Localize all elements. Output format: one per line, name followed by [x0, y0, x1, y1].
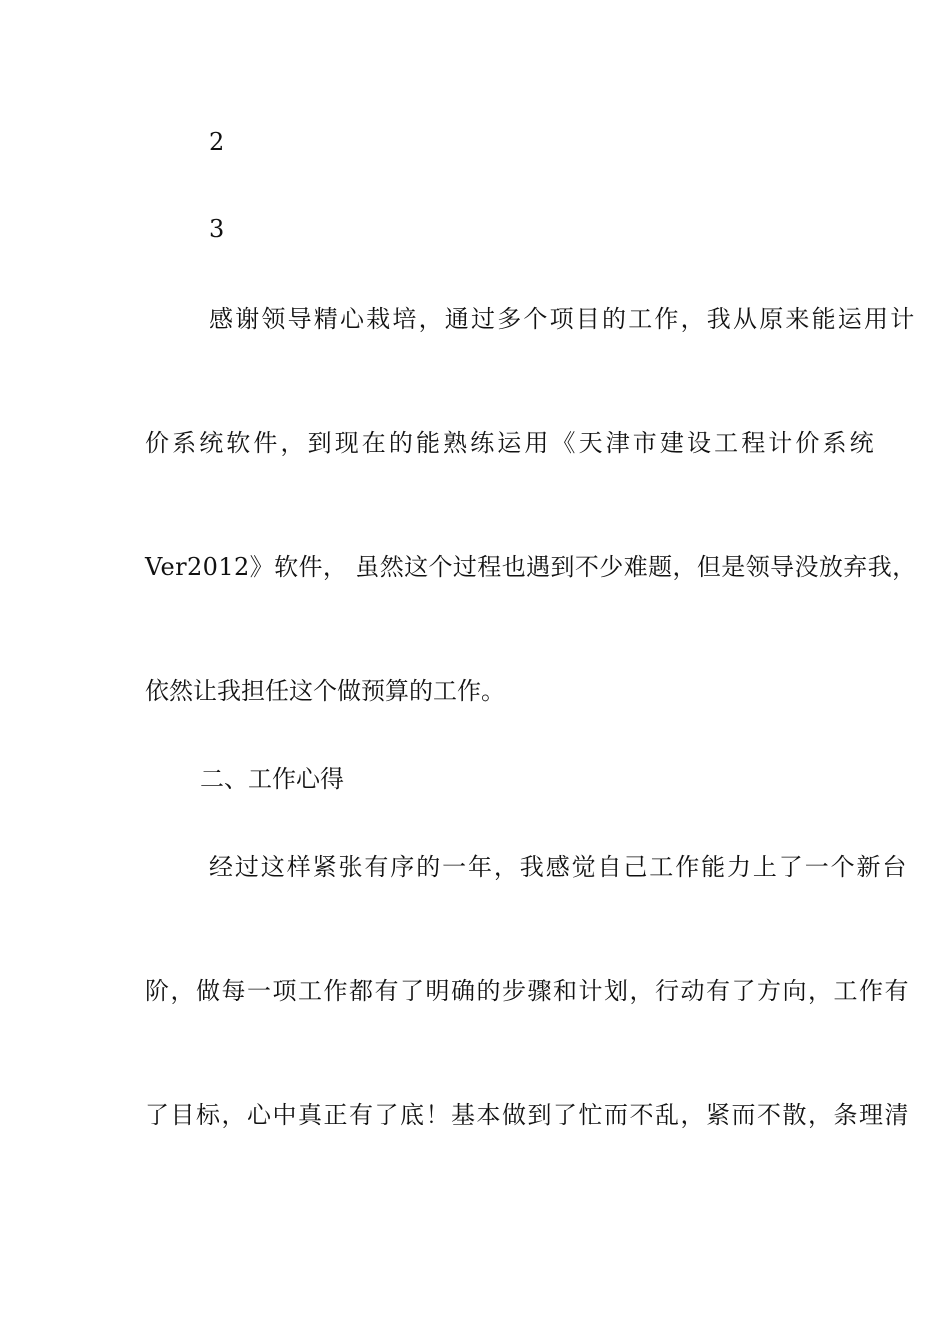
list-number: 2 — [209, 128, 225, 156]
paragraph-line: 依然让我担任这个做预算的工作。 — [145, 677, 505, 705]
paragraph-line: Ver2012》软件， 虽然这个过程也遇到不少难题，但是领导没放弃我， — [145, 553, 917, 581]
paragraph-line: 价系统软件，到现在的能熟练运用《天津市建设工程计价系统 — [145, 429, 877, 457]
paragraph-line: 了目标，心中真正有了底！基本做到了忙而不乱，紧而不散，条理清 — [145, 1101, 910, 1129]
section-heading: 二、工作心得 — [200, 765, 344, 793]
list-number: 3 — [209, 215, 225, 243]
paragraph-line: 阶，做每一项工作都有了明确的步骤和计划，行动有了方向，工作有 — [145, 977, 910, 1005]
paragraph-text: 感谢领导精心栽培，通过多个项目的工作，我从原来能运用计 — [209, 305, 917, 333]
paragraph-line — [209, 304, 917, 334]
paragraph-line: 经过这样紧张有序的一年，我感觉自己工作能力上了一个新台 — [209, 853, 909, 881]
